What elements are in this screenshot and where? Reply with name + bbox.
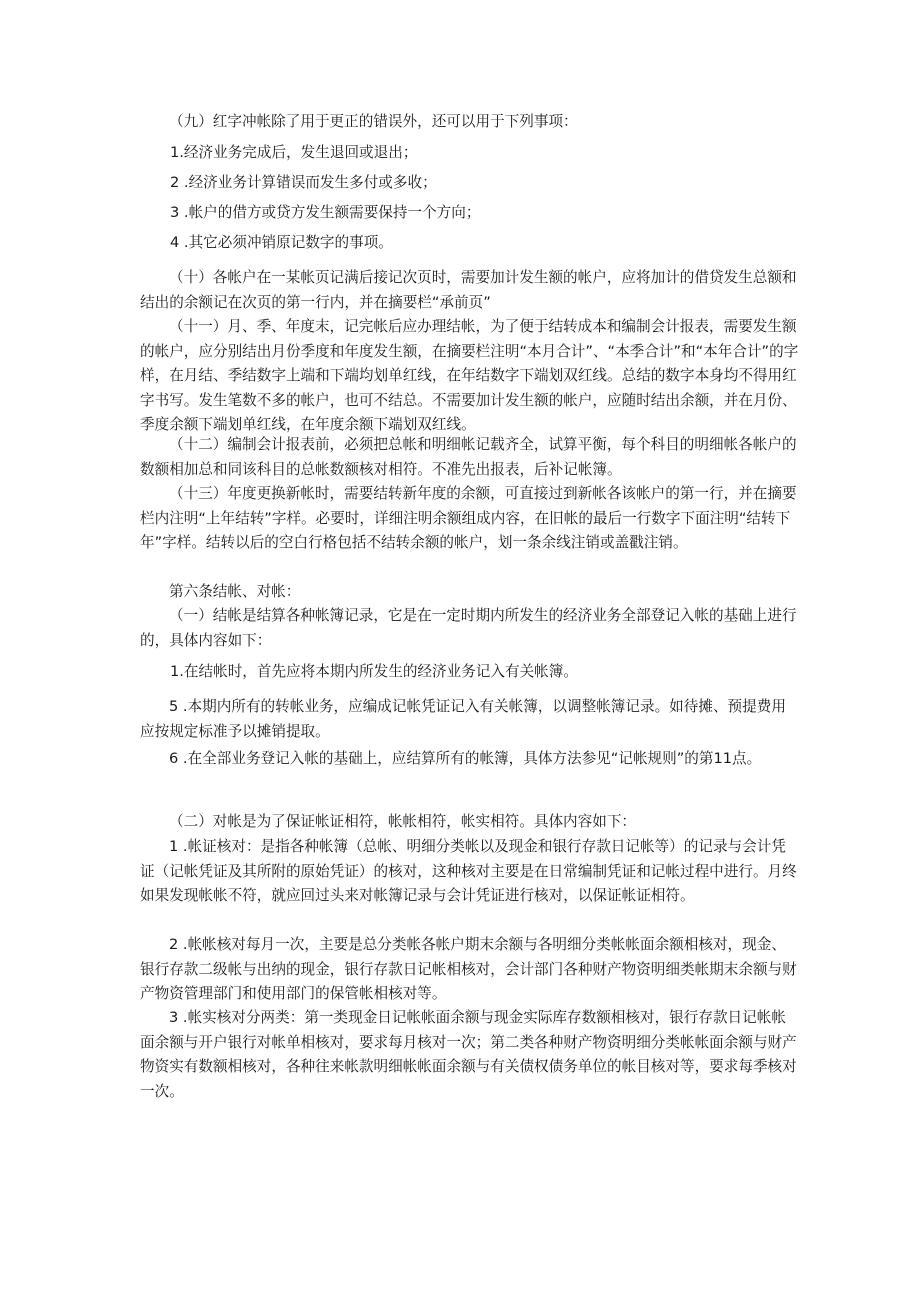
list-item-9-4: 4 .其它必须冲销原记数字的事项。 — [170, 234, 393, 251]
list-item-9-1: 1.经济业务完成后，发生退回或退出； — [170, 144, 418, 161]
list-item-closing-1: 1.在结帐时，首先应将本期内所发生的经济业务记入有关帐簿。 — [170, 663, 578, 680]
list-item-9-3: 3 .帐户的借方或贷方发生额需要保持一个方向； — [170, 204, 481, 221]
paragraph-10: （十）各帐户在一某帐页记满后接记次页时，需要加计发生额的帐户，应将加计的借贷发生总额和结出的余额记在次页的第一行内，并在摘要栏“承前页” — [140, 269, 797, 311]
list-item-reconcile-2: 2 .帐帐核对每月一次，主要是总分类帐各帐户期末余额与各明细分类帐帐面余额相核对，现金、银行存款二级帐与出纳的现金，银行存款日记帐相核对，会计部门各种财产物资明细类帐期末余额与财产物资管理部门和使用部门的保管帐相核对等。 — [140, 936, 797, 1002]
paragraph-closing-1: （一）结帐是结算各种帐簿记录，它是在一定时期内所发生的经济业务全部登记入帐的基础上进行的，具体内容如下： — [140, 607, 797, 649]
list-item-closing-5: 5 .本期内所有的转帐业务，应编成记帐凭证记入有关帐簿，以调整帐簿记录。如待摊、预提费用应按规定标准予以摊销提取。 — [140, 698, 786, 740]
paragraph-13: （十三）年度更换新帐时，需要结转新年度的余额，可直接过到新帐各该帐户的第一行，并在摘要栏内注明“上年结转”字样。必要时，详细注明余额组成内容，在旧帐的最后一行数字下面注明“结转下年”字样。结转以后的空白行格包括不结转余额的帐户，划一条余线注销或盖戳注销。 — [140, 485, 797, 551]
list-item-closing-6: 6 .在全部业务登记入帐的基础上，应结算所有的帐簿，具体方法参见“记帐规则”的第11点。 — [169, 750, 762, 767]
paragraph-11: （十一）月、季、年度末，记完帐后应办理结帐，为了便于结转成本和编制会计报表，需要发生额的帐户，应分别结出月份季度和年度发生额，在摘要栏注明“本月合计”、“本季合计”和“本年合计”的字样，在月结、季结数字上端和下端均划单红线，在年结数字下端划双红线。总结的数字本身均不得用红字书写。发生笔数不多的帐户，也可不结总。不需要加计发生额的帐户，应随时结出余额，并在月份、季度余额下端划单红线，在年度余额下端划双红线。 — [140, 318, 799, 433]
section-6-title: 第六条结帐、对帐： — [169, 583, 301, 600]
paragraph-reconcile: （二）对帐是为了保证帐证相符，帐帐相符，帐实相符。具体内容如下： — [169, 813, 637, 830]
paragraph-9: （九）红字冲帐除了用于更正的错误外，还可以用于下列事项： — [169, 113, 578, 130]
list-item-reconcile-1: 1 .帐证核对：是指各种帐簿（总帐、明细分类帐以及现金和银行存款日记帐等）的记录与会计凭证（记帐凭证及其所附的原始凭证）的核对，这种核对主要是在日常编制凭证和记帐过程中进行。月终如果发现帐帐不符，就应回过头来对帐簿记录与会计凭证进行核对，以保证帐证相符。 — [140, 838, 797, 904]
paragraph-12: （十二）编制会计报表前，必须把总帐和明细帐记载齐全，试算平衡，每个科目的明细帐各帐户的数额相加总和同该科目的总帐数额核对相符。不准先出报表，后补记帐簿。 — [140, 436, 797, 478]
list-item-9-2: 2 .经济业务计算错误而发生多付或多收； — [170, 174, 437, 191]
list-item-reconcile-3: 3 .帐实核对分两类：第一类现金日记帐帐面余额与现金实际库存数额相核对，银行存款日记帐帐面余额与开户银行对帐单相核对，要求每月核对一次；第二类各种财产物资明细分类帐帐面余额与财产物资实有数额相核对，各种往来帐款明细帐帐面余额与有关债权债务单位的帐目核对等，要求每季核对一次。 — [140, 1009, 797, 1100]
